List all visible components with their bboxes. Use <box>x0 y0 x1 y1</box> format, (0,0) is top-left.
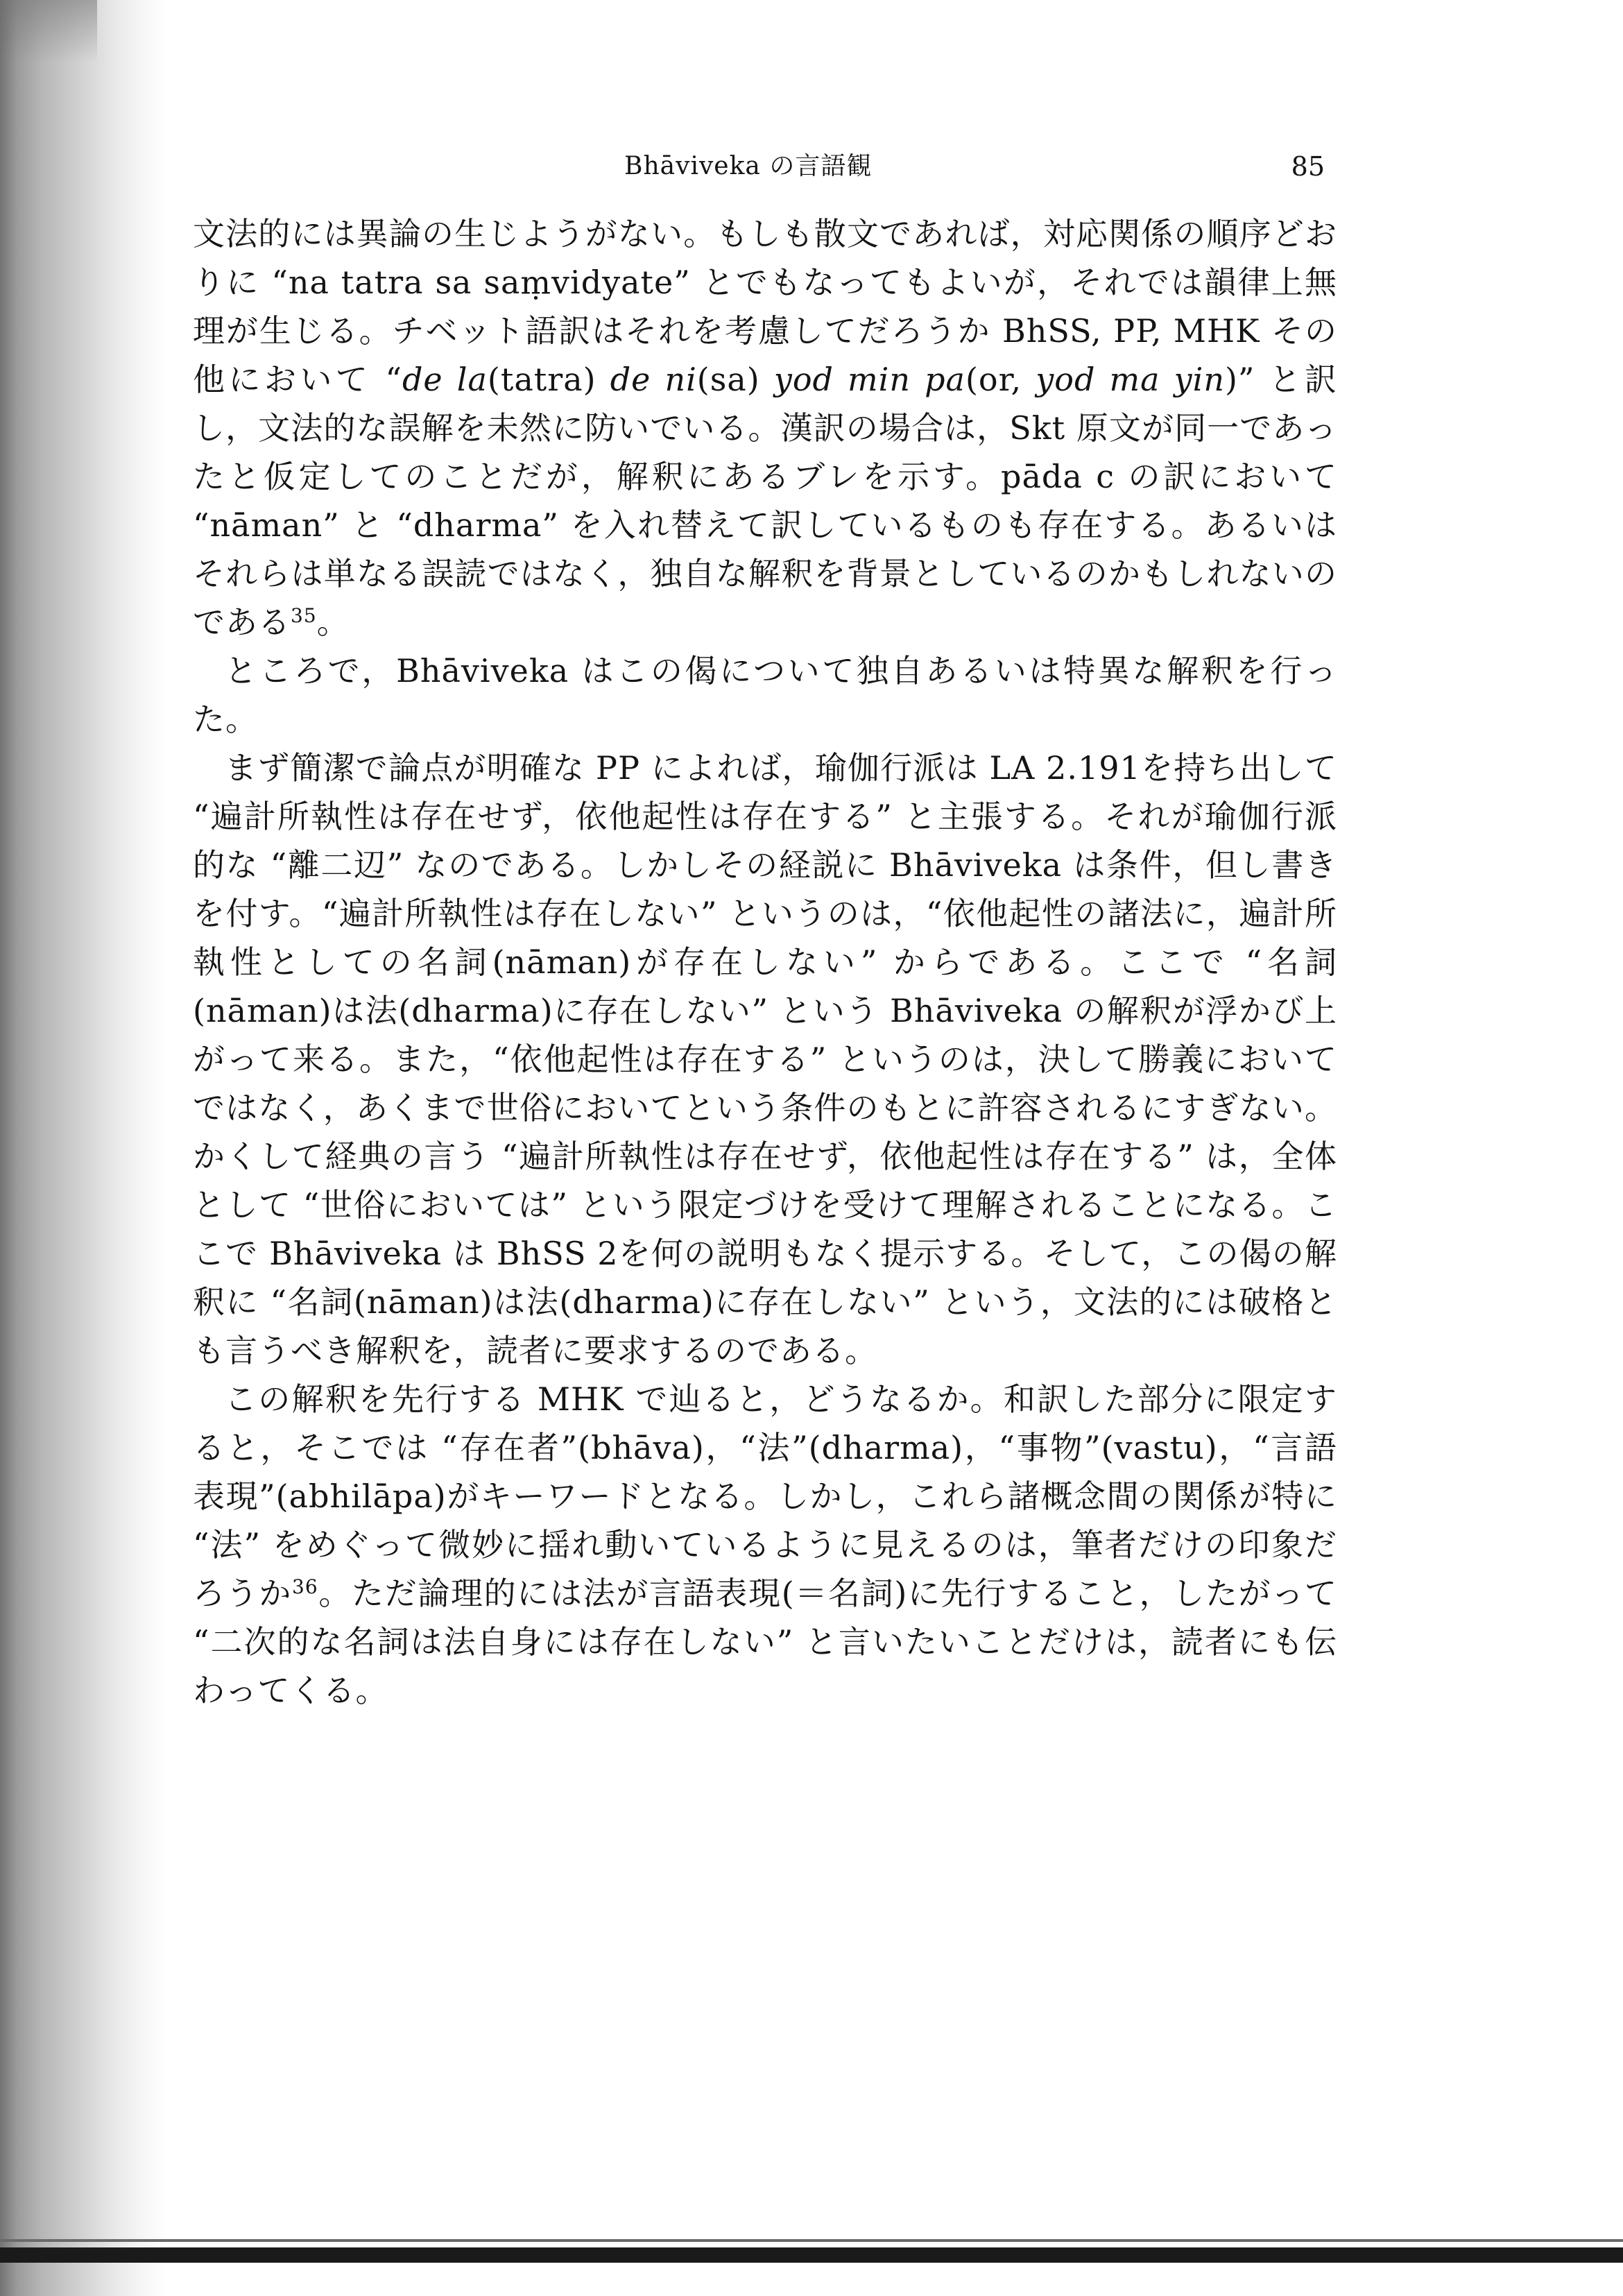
footnote-ref: 35 <box>291 604 317 627</box>
italic-term: yod ma yin <box>1036 361 1225 398</box>
scan-top-edge-shadow <box>0 0 97 62</box>
scan-binding-shadow <box>0 0 166 2296</box>
scan-bottom-edge-thin <box>0 2239 1623 2242</box>
paragraph <box>193 209 1337 646</box>
scan-bottom-edge <box>0 2247 1623 2263</box>
footnote-ref: 36 <box>292 1575 318 1598</box>
text-segment: この解釈を先行する MHK で辿ると，どうなるか。和訳した部分に限定すると，そこでは “存在者”(bhāva)，“法”(dharma)，“事物”(vastu)，“言語表現”(abhilāpa)がキーワードとなる。しかし，これら諸概念間の関係が特に “法” をめぐって微妙に揺れ動いているように見えるのは，筆者だけの印象だろうか <box>193 1380 1337 1612</box>
page-number: 85 <box>1291 151 1325 182</box>
text-segment: (or, <box>965 361 1036 398</box>
text-segment: (sa) <box>696 361 774 398</box>
text-segment: ところで，Bhāviveka はこの偈について独自あるいは特異な解釈を行った。 <box>193 652 1337 738</box>
text-segment: まず簡潔で論点が明確な PP によれば，瑜伽行派は LA 2.191を持ち出して “遍計所執性は存在せず，依他起性は存在する” と主張する。それが瑜伽行派的な “離二辺” なのである。しかしその経説に Bhāviveka は条件，但し書きを付す。“遍計所執性は存在しない” というのは，“依他起性の諸法に，遍計所執性としての名詞(nāman)が存在しない” からである。ここで “名詞(nāman)は法(dharma)に存在しない” という Bhāviveka の解釈が浮かび上がって来る。また，“依他起性は存在する” というのは，決して勝義においてではなく，あくまで世俗においてという条件のもとに許容されるにすぎない。かくして経典の言う “遍計所執性は存在せず，依他起性は存在する” は，全体として “世俗においては” という限定づけを受けて理解されることになる。ここで Bhāviveka は BhSS 2を何の説明もなく提示する。そして，この偈の解釈に “名詞(nāman)は法(dharma)に存在しない” という，文法的には破格とも言うべき解釈を，読者に要求するのである。 <box>193 749 1337 1369</box>
italic-term: yod min pa <box>773 361 965 398</box>
text-segment: (tatra) <box>487 361 610 398</box>
paragraph <box>193 1375 1337 1715</box>
italic-term: de la <box>402 361 488 398</box>
text-segment: 。 <box>316 603 350 641</box>
text-segment: 。ただ論理的には法が言語表現(＝名詞)に先行すること，したがって “二次的な名詞は法自身には存在しない” と言いたいことだけは，読者にも伝わってくる。 <box>193 1575 1337 1709</box>
paragraph <box>193 744 1337 1375</box>
italic-term: de ni <box>610 361 697 398</box>
text-segment: 文法的には異論の生じようがない。もしも散文であれば，対応関係の順序どおりに “na tatra sa saṃvidyate” とでもなってもよいが，それでは韻律上無理が生じる。チベット語訳はそれを考慮してだろうか BhSS, PP, MHK その他において “ <box>193 215 1337 398</box>
paragraph <box>193 646 1337 744</box>
running-title: Bhāviveka の言語観 <box>624 152 873 180</box>
page-header <box>194 146 1325 187</box>
text-segment: )” と訳し，文法的な誤解を未然に防いでいる。漢訳の場合は，Skt 原文が同一であったと仮定してのことだが，解釈にあるブレを示す。pāda c の訳において “nāman” と “dharma” を入れ替えて訳しているものも存在する。あるいはそれらは単なる誤読ではなく，独自な解釈を背景としているのかもしれないのである <box>193 361 1337 641</box>
body-text <box>193 209 1337 1715</box>
